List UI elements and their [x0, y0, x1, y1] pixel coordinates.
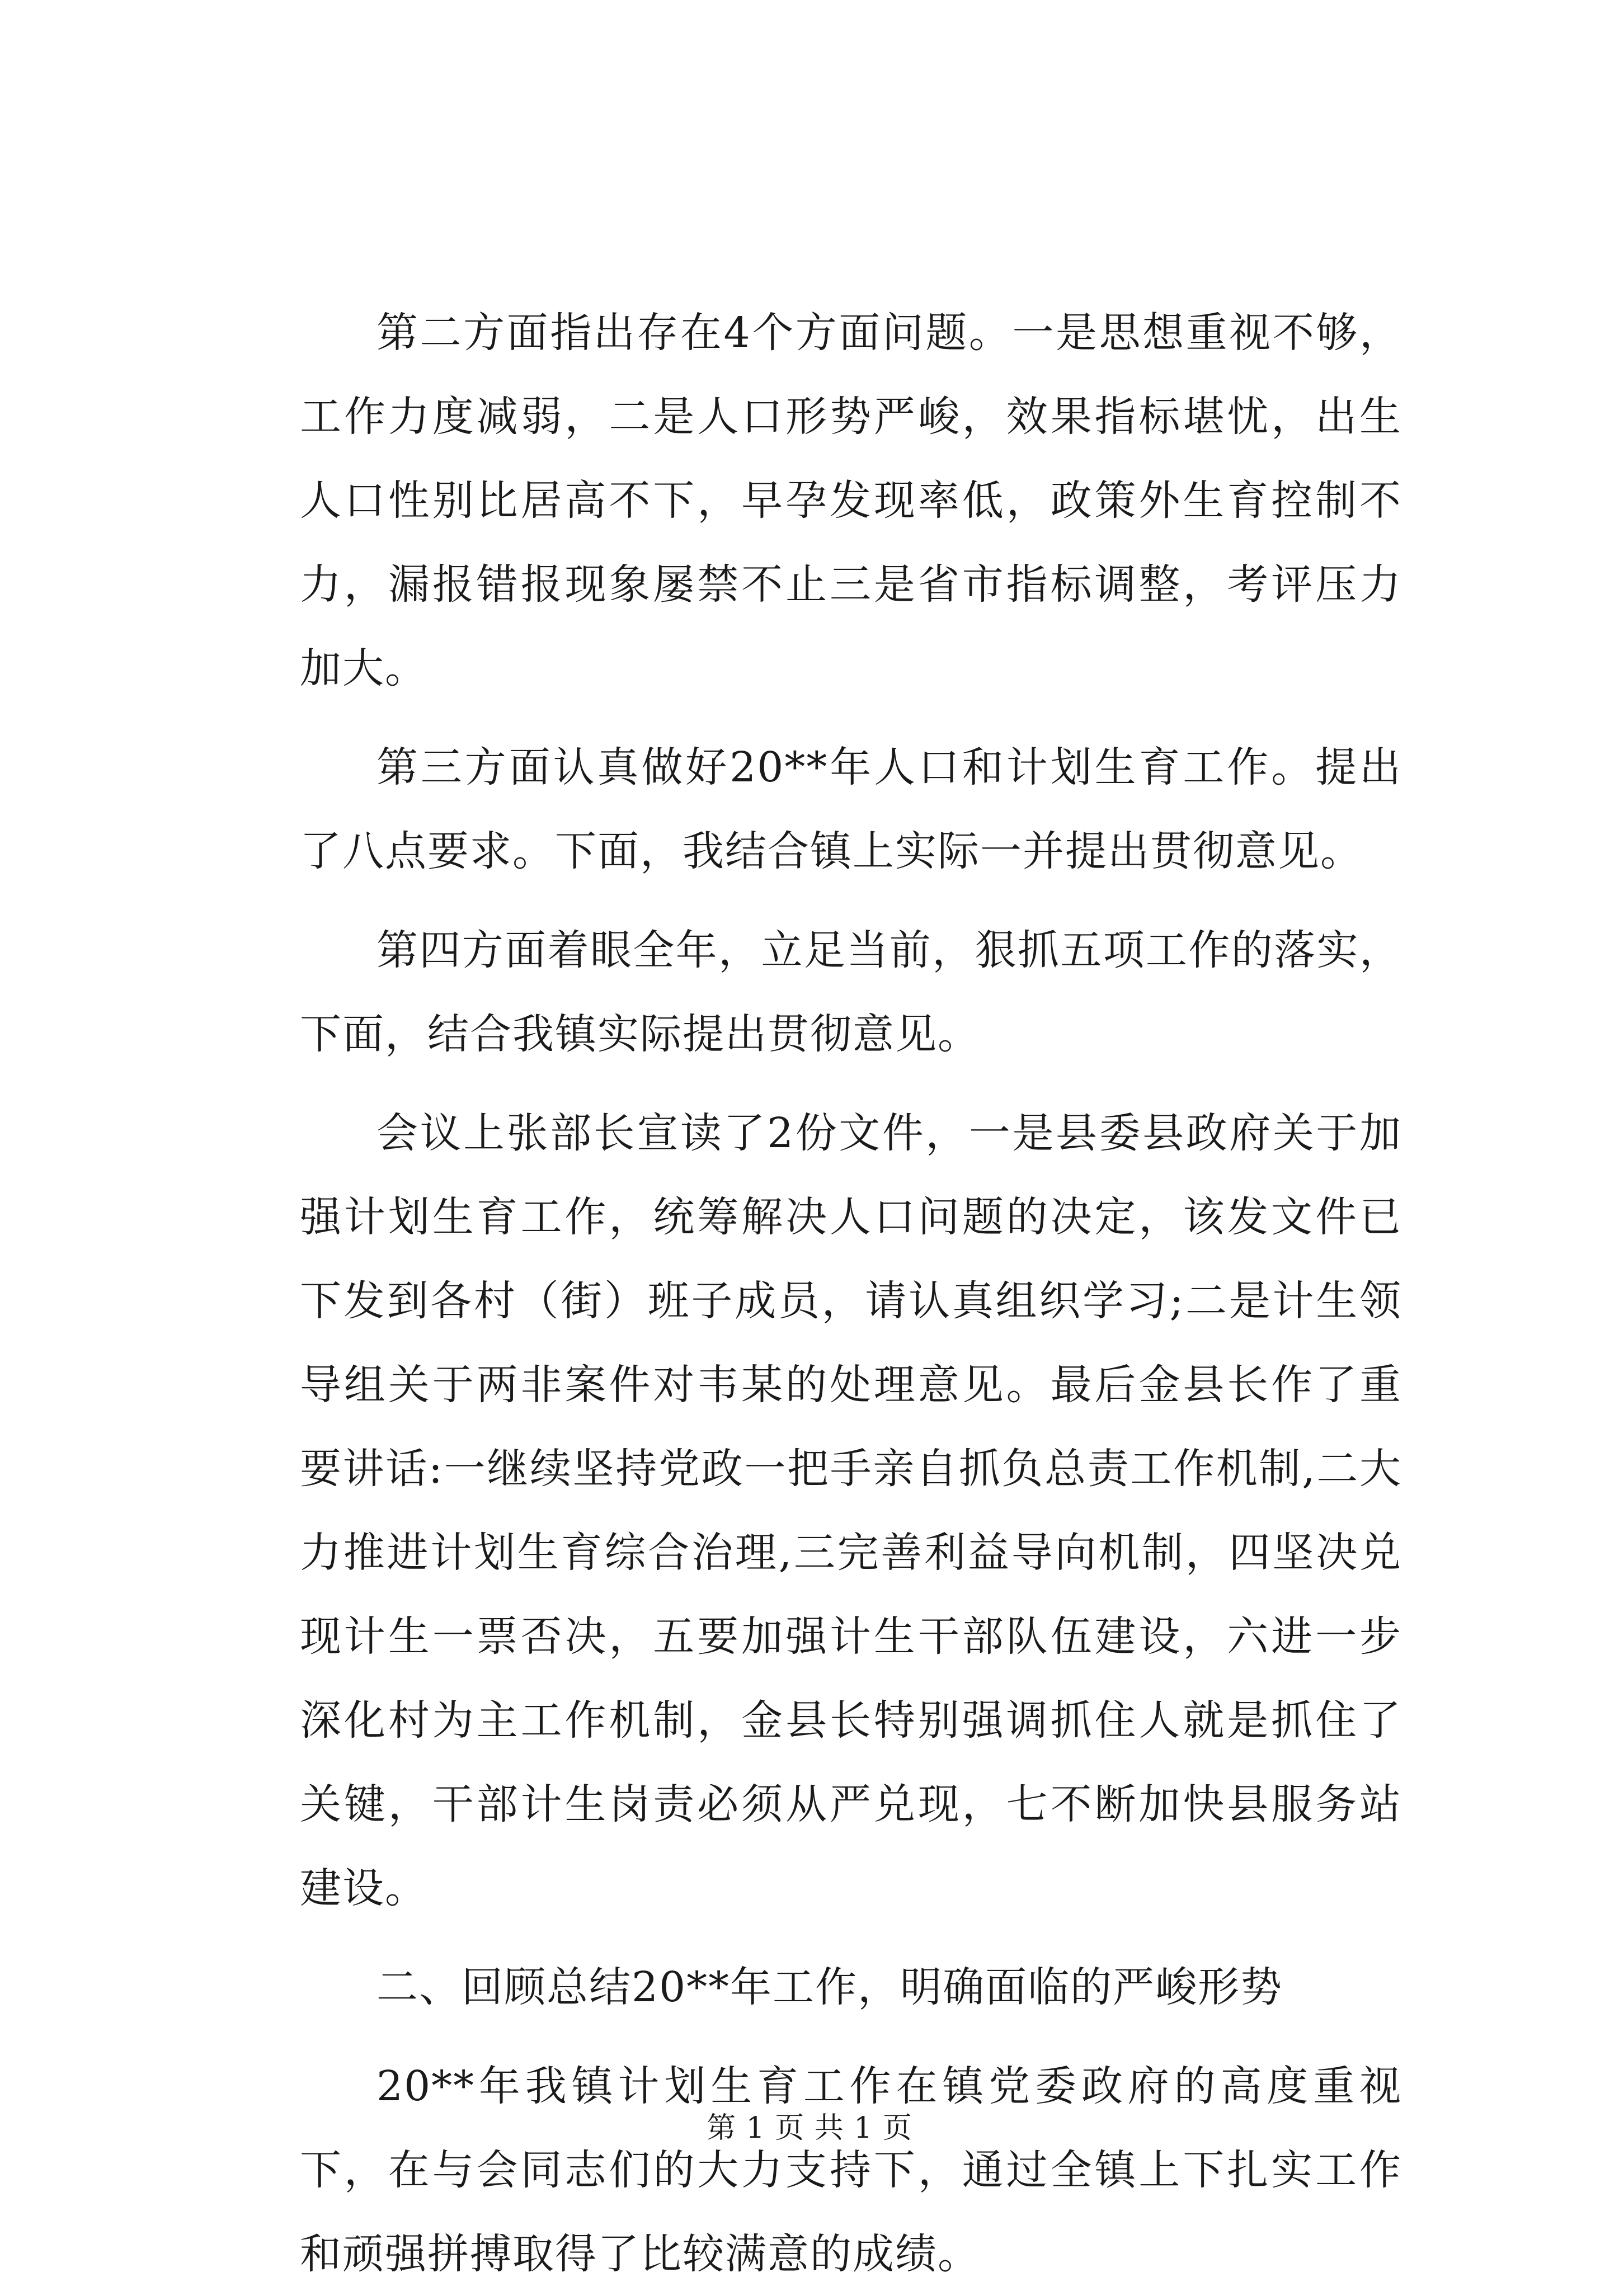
section-heading: 二、回顾总结20**年工作，明确面临的严峻形势 — [376, 1963, 1283, 2011]
paragraph-third-aspect: 第三方面认真做好20**年人口和计划生育工作。提出了八点要求。下面，我结合镇上实际一并提出贯彻意见。 — [300, 743, 1402, 875]
document-body — [300, 291, 1402, 2296]
paragraph-fourth-aspect: 第四方面着眼全年，立足当前，狠抓五项工作的落实，下面，结合我镇实际提出贯彻意见。 — [300, 926, 1402, 1058]
paragraph-meeting-documents: 会议上张部长宣读了2份文件，一是县委县政府关于加强计划生育工作，统筹解决人口问题的决定，该发文件已下发到各村（街）班子成员，请认真组织学习;二是计生领导组关于两非案件对韦某的处理意见。最后金县长作了重要讲话:一继续坚持党政一把手亲自抓负总责工作机制,二大力推进计划生育综合治理,三完善利益导向机制，四坚决兑现计生一票否决，五要加强计生干部队伍建设，六进一步深化村为主工作机制，金县长特别强调抓住人就是抓住了关键，干部计生岗责必须从严兑现，七不断加快县服务站建设。 — [300, 1109, 1402, 1912]
paragraph-problems: 第二方面指出存在4个方面问题。一是思想重视不够，工作力度减弱，二是人口形势严峻，效果指标堪忧，出生人口性别比居高不下，早孕发现率低，政策外生育控制不力，漏报错报现象屡禁不止三是省市指标调整，考评压力加大。 — [300, 309, 1402, 692]
page-footer: 第 1 页 共 1 页 — [707, 2111, 912, 2145]
paragraph-review-summary: 20**年我镇计划生育工作在镇党委政府的高度重视下，在与会同志们的大力支持下，通过全镇上下扎实工作和顽强拼搏取得了比较满意的成绩。 — [300, 2062, 1402, 2278]
